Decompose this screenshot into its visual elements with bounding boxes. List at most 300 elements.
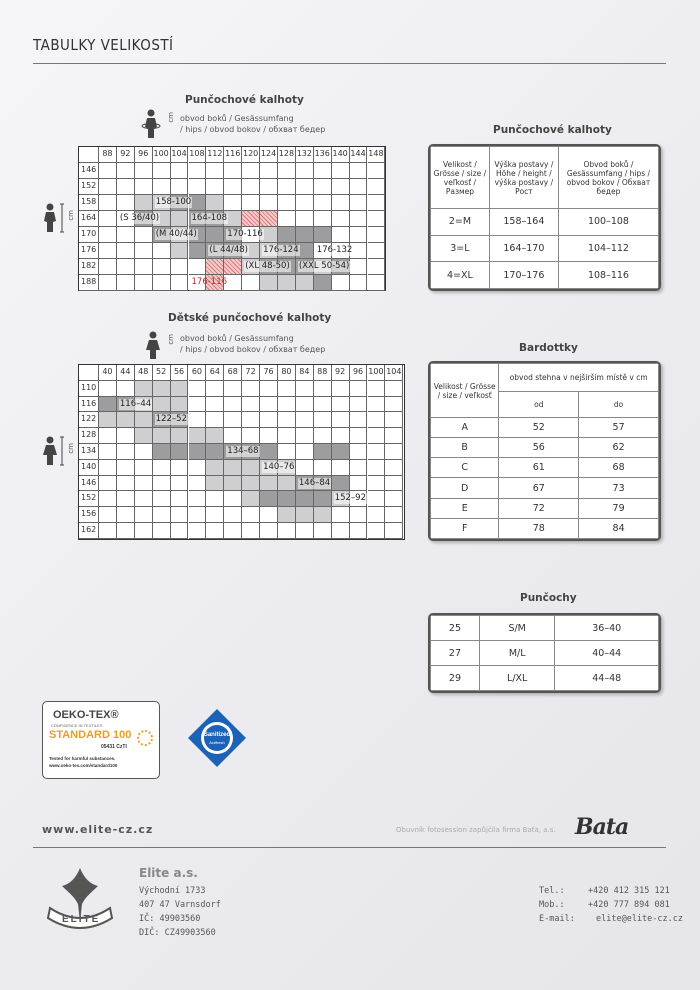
grid-cell (224, 397, 242, 413)
stockings-size-table (428, 613, 661, 693)
grid-cell (260, 428, 278, 444)
grid-cell (135, 507, 153, 523)
grid-cell (206, 259, 224, 275)
grid-cell (189, 476, 207, 492)
table-cell: 67 (499, 478, 579, 498)
kids-hips-figure-icon (144, 331, 164, 359)
grid-cell (242, 412, 260, 428)
grid-cell (117, 491, 135, 507)
grid-cell (368, 259, 386, 275)
grid-cell (368, 163, 386, 179)
grid-cell (117, 195, 135, 211)
bardot-th-to: do (579, 392, 659, 418)
grid-cell (350, 163, 368, 179)
grid-cell (117, 444, 135, 460)
grid-cell (296, 412, 314, 428)
grid-column-header: 140 (332, 147, 350, 163)
grid-column-header: 96 (350, 365, 368, 381)
grid-cell (368, 460, 386, 476)
grid-cell (242, 195, 260, 211)
grid-cell (135, 275, 153, 291)
grid-cell (153, 476, 171, 492)
grid-cell (242, 179, 260, 195)
sun-icon (137, 730, 153, 746)
grid-cell (296, 163, 314, 179)
grid-cell (296, 444, 314, 460)
grid-cell (278, 476, 296, 492)
grid-cell (171, 179, 189, 195)
grid-cell (135, 523, 153, 539)
grid-cell (189, 163, 207, 179)
grid-cell (296, 275, 314, 291)
grid-cell (153, 179, 171, 195)
grid-cell (99, 179, 117, 195)
grid-cell (242, 476, 260, 492)
grid-cell (278, 412, 296, 428)
grid-cell (332, 397, 350, 413)
grid-cell (296, 227, 314, 243)
bardot-table-title: Bardottky (519, 342, 578, 354)
grid-cell (206, 397, 224, 413)
grid-cell (117, 381, 135, 397)
stockings-table-title: Punčochy (520, 592, 577, 604)
grid-corner (79, 147, 99, 163)
grid-cell (135, 444, 153, 460)
grid-cell (350, 476, 368, 492)
grid-cell (314, 275, 332, 291)
grid-cell (278, 523, 296, 539)
table-cell: 36–40 (555, 616, 659, 641)
grid-cell (332, 227, 350, 243)
table-cell: 52 (499, 418, 579, 438)
grid-row-header: 140 (79, 460, 99, 476)
grid-column-header: 96 (135, 147, 153, 163)
elite-logo (40, 862, 120, 934)
grid-cell (332, 460, 350, 476)
footer-divider (33, 847, 666, 848)
grid-cell (296, 507, 314, 523)
grid-cell (206, 491, 224, 507)
grid-cell (189, 523, 207, 539)
grid-cell (171, 476, 189, 492)
grid-column-header: 104 (385, 365, 403, 381)
grid-cell (260, 179, 278, 195)
tights-chart-label: 176-116 (191, 277, 228, 287)
grid-cell (368, 444, 386, 460)
grid-cell (135, 476, 153, 492)
grid-row-header: 116 (79, 397, 99, 413)
grid-cell (153, 243, 171, 259)
kids-legend-2: / hips / obvod bokov / обхват бедер (180, 345, 326, 354)
table-cell: 25 (431, 616, 480, 641)
grid-cell (242, 507, 260, 523)
grid-column-header: 44 (117, 365, 135, 381)
grid-cell (350, 397, 368, 413)
grid-cell (332, 444, 350, 460)
grid-cell (314, 179, 332, 195)
grid-column-header: 92 (332, 365, 350, 381)
kids-height-figure-icon (42, 436, 64, 466)
grid-cell (117, 460, 135, 476)
tights-chart-title: Punčochové kalhoty (185, 94, 304, 106)
grid-cell (314, 163, 332, 179)
grid-column-header: 124 (260, 147, 278, 163)
sanitized-logo-icon (186, 707, 248, 769)
grid-cell (314, 523, 332, 539)
table-cell: 61 (499, 458, 579, 478)
grid-cell (99, 460, 117, 476)
grid-row-header: 146 (79, 163, 99, 179)
grid-cell (135, 412, 153, 428)
grid-cell (368, 211, 386, 227)
bardot-th-from: od (499, 392, 579, 418)
tights-cm-label: cm (167, 112, 175, 123)
grid-cell (350, 275, 368, 291)
grid-column-header: 132 (296, 147, 314, 163)
tights-chart-label: (XXL 50-54) (298, 261, 350, 271)
grid-row-header: 110 (79, 381, 99, 397)
oeko-brand: OEKO-TEX® (53, 709, 119, 721)
grid-cell (385, 523, 403, 539)
table-cell: 108–116 (558, 262, 658, 289)
grid-cell (224, 259, 242, 275)
grid-cell (278, 428, 296, 444)
grid-cell (206, 460, 224, 476)
grid-cell (260, 211, 278, 227)
grid-cell (189, 259, 207, 275)
oeko-tagline: CONFIDENCE IN TEXTILES (51, 723, 103, 728)
grid-cell (314, 507, 332, 523)
kids-cm-side: cm (67, 443, 75, 454)
grid-cell (206, 476, 224, 492)
grid-cell (296, 523, 314, 539)
company-dic: DIČ: CZ49903560 (139, 928, 216, 938)
grid-cell (206, 163, 224, 179)
grid-cell (350, 460, 368, 476)
table-cell: 170–176 (489, 262, 558, 289)
grid-row-header: 162 (79, 523, 99, 539)
table-cell: 29 (431, 666, 480, 691)
grid-cell (332, 195, 350, 211)
grid-cell (278, 211, 296, 227)
tights-th-hips: Obvod boků / Gesässumfang / hips / obvod bokov / Обхват бедер (558, 147, 658, 209)
kids-chart-label: 152–92 (334, 493, 366, 504)
grid-column-header: 100 (153, 147, 171, 163)
table-cell: 4=XL (431, 262, 490, 289)
tights-chart-label: (M 40/44) (155, 229, 197, 239)
oeko-standard: STANDARD 100 (49, 729, 132, 741)
grid-column-header: 100 (368, 365, 386, 381)
grid-cell (135, 179, 153, 195)
grid-cell (242, 211, 260, 227)
grid-cell (99, 428, 117, 444)
grid-cell (153, 507, 171, 523)
grid-cell (206, 444, 224, 460)
grid-cell (117, 259, 135, 275)
grid-cell (278, 507, 296, 523)
grid-cell (314, 397, 332, 413)
grid-cell (242, 381, 260, 397)
grid-cell (278, 397, 296, 413)
table-cell: 104–112 (558, 235, 658, 262)
grid-column-header: 40 (99, 365, 117, 381)
tights-chart-label: 170-116 (227, 229, 263, 239)
grid-row-header: 170 (79, 227, 99, 243)
grid-cell (171, 507, 189, 523)
grid-cell (296, 397, 314, 413)
grid-cell (260, 507, 278, 523)
grid-cell (206, 381, 224, 397)
kids-chart-label: 146–84 (298, 477, 331, 488)
website-link[interactable]: www.elite-cz.cz (42, 823, 154, 836)
grid-cell (296, 179, 314, 195)
grid-cell (385, 476, 403, 492)
grid-cell (189, 179, 207, 195)
grid-cell (171, 211, 189, 227)
grid-row-header: 128 (79, 428, 99, 444)
grid-row-header: 164 (79, 211, 99, 227)
grid-cell (242, 163, 260, 179)
grid-cell (314, 381, 332, 397)
company-ic: IČ: 49903560 (139, 914, 201, 924)
kids-chart-title: Dětské punčochové kalhoty (168, 312, 332, 324)
grid-cell (332, 476, 350, 492)
grid-column-header: 88 (99, 147, 117, 163)
grid-cell (135, 491, 153, 507)
mob-label: Mob.: (539, 900, 565, 910)
table-cell: 73 (579, 478, 659, 498)
grid-cell (260, 381, 278, 397)
grid-cell (171, 163, 189, 179)
grid-cell (278, 275, 296, 291)
grid-cell (206, 195, 224, 211)
grid-cell (99, 412, 117, 428)
table-cell: 2=M (431, 209, 490, 236)
header-divider (33, 63, 666, 64)
grid-cell (242, 491, 260, 507)
grid-cell (350, 259, 368, 275)
grid-cell (368, 227, 386, 243)
grid-cell (260, 523, 278, 539)
grid-cell (99, 523, 117, 539)
grid-cell (224, 460, 242, 476)
grid-cell (368, 428, 386, 444)
table-cell: D (431, 478, 499, 498)
grid-cell (350, 412, 368, 428)
grid-cell (385, 428, 403, 444)
grid-cell (350, 227, 368, 243)
grid-cell (242, 397, 260, 413)
grid-cell (314, 195, 332, 211)
grid-cell (260, 412, 278, 428)
grid-row-header: 156 (79, 507, 99, 523)
table-cell: 57 (579, 418, 659, 438)
grid-cell (171, 275, 189, 291)
kids-chart-label: 122–52 (155, 414, 187, 425)
table-cell: 100–108 (558, 209, 658, 236)
grid-column-header: 48 (135, 365, 153, 381)
grid-row-header: 188 (79, 275, 99, 291)
grid-cell (189, 491, 207, 507)
grid-cell (260, 163, 278, 179)
table-cell: M/L (479, 641, 555, 666)
grid-cell (171, 444, 189, 460)
grid-cell (332, 507, 350, 523)
grid-cell (260, 444, 278, 460)
grid-cell (189, 397, 207, 413)
grid-column-header: 52 (153, 365, 171, 381)
grid-column-header: 116 (224, 147, 242, 163)
height-figure-icon (42, 203, 64, 233)
grid-cell (224, 428, 242, 444)
grid-cell (385, 491, 403, 507)
grid-cell (224, 381, 242, 397)
grid-cell (171, 381, 189, 397)
grid-cell (332, 179, 350, 195)
tights-chart-label: 176-124 (263, 245, 299, 255)
grid-cell (171, 397, 189, 413)
grid-cell (368, 412, 386, 428)
oeko-tex-badge (42, 701, 160, 779)
grid-cell (296, 428, 314, 444)
grid-cell (189, 412, 207, 428)
grid-cell (278, 444, 296, 460)
grid-cell (99, 227, 117, 243)
grid-cell (99, 211, 117, 227)
grid-cell (260, 476, 278, 492)
bata-logo: Bata (575, 814, 629, 840)
tights-chart-label: 158-100 (155, 197, 192, 207)
grid-cell (278, 491, 296, 507)
tights-size-grid (78, 146, 386, 291)
address-street: Východní 1733 (139, 886, 206, 896)
grid-cell (171, 259, 189, 275)
grid-cell (296, 381, 314, 397)
grid-cell (153, 491, 171, 507)
table-cell: 158–164 (489, 209, 558, 236)
grid-cell (296, 211, 314, 227)
grid-cell (260, 195, 278, 211)
grid-cell (385, 460, 403, 476)
grid-cell (153, 259, 171, 275)
grid-cell (278, 179, 296, 195)
table-cell: S/M (479, 616, 555, 641)
grid-cell (189, 507, 207, 523)
grid-cell (171, 243, 189, 259)
grid-cell (99, 275, 117, 291)
email-link[interactable]: elite@elite-cz.cz (596, 914, 683, 924)
table-cell: 27 (431, 641, 480, 666)
tights-legend-1: obvod boků / Gesässumfang (180, 114, 294, 123)
tel-value[interactable]: +420 412 315 121 (588, 886, 670, 896)
oeko-url: www.oeko-tex.com/standard100 (49, 763, 118, 768)
oeko-tested: Tested for harmful substances. (49, 756, 116, 761)
grid-cell (224, 523, 242, 539)
grid-cell (117, 428, 135, 444)
grid-cell (224, 412, 242, 428)
tights-chart-label: (S 36/40) (119, 213, 160, 223)
grid-column-header: 120 (242, 147, 260, 163)
grid-cell (117, 275, 135, 291)
sanitized-badge (186, 707, 248, 769)
grid-cell (171, 428, 189, 444)
table-cell: A (431, 418, 499, 438)
table-cell: 3=L (431, 235, 490, 262)
grid-cell (117, 523, 135, 539)
grid-cell (368, 381, 386, 397)
grid-cell (171, 460, 189, 476)
grid-cell (350, 211, 368, 227)
grid-cell (224, 491, 242, 507)
grid-cell (242, 428, 260, 444)
grid-cell (99, 259, 117, 275)
grid-cell (350, 444, 368, 460)
grid-cell (314, 211, 332, 227)
grid-column-header: 128 (278, 147, 296, 163)
grid-cell (278, 381, 296, 397)
grid-cell (368, 275, 386, 291)
grid-cell (153, 275, 171, 291)
grid-cell (135, 381, 153, 397)
table-cell: B (431, 438, 499, 458)
table-cell: 56 (499, 438, 579, 458)
grid-cell (350, 507, 368, 523)
grid-cell (206, 412, 224, 428)
grid-column-header: 136 (314, 147, 332, 163)
grid-cell (385, 397, 403, 413)
grid-row-header: 176 (79, 243, 99, 259)
grid-row-header: 158 (79, 195, 99, 211)
grid-cell (117, 227, 135, 243)
grid-corner (79, 365, 99, 381)
grid-row-header: 152 (79, 179, 99, 195)
grid-cell (206, 179, 224, 195)
elite-logo-text: ELITE (62, 914, 101, 925)
table-cell: 84 (579, 518, 659, 538)
grid-cell (278, 163, 296, 179)
kids-chart-label: 116–44 (119, 398, 152, 409)
sanitized-sub: Actifresh (209, 740, 225, 745)
grid-cell (314, 227, 332, 243)
grid-cell (314, 444, 332, 460)
grid-cell (368, 476, 386, 492)
grid-column-header: 144 (350, 147, 368, 163)
grid-row-header: 146 (79, 476, 99, 492)
kids-legend-1: obvod boků / Gesässumfang (180, 334, 294, 343)
grid-cell (332, 163, 350, 179)
mob-value[interactable]: +420 777 894 081 (588, 900, 670, 910)
tights-chart-label: 176-132 (316, 245, 353, 255)
grid-column-header: 60 (189, 365, 207, 381)
grid-cell (189, 460, 207, 476)
grid-cell (206, 428, 224, 444)
grid-cell (260, 491, 278, 507)
grid-cell (224, 179, 242, 195)
grid-cell (368, 491, 386, 507)
grid-cell (153, 460, 171, 476)
grid-cell (314, 460, 332, 476)
grid-cell (296, 195, 314, 211)
grid-column-header: 92 (117, 147, 135, 163)
grid-cell (99, 476, 117, 492)
grid-cell (135, 460, 153, 476)
grid-cell (332, 211, 350, 227)
tights-legend-2: / hips / obvod bokov / обхват бедер (180, 125, 326, 134)
grid-row-header: 134 (79, 444, 99, 460)
grid-cell (332, 381, 350, 397)
grid-cell (260, 275, 278, 291)
grid-cell (368, 195, 386, 211)
